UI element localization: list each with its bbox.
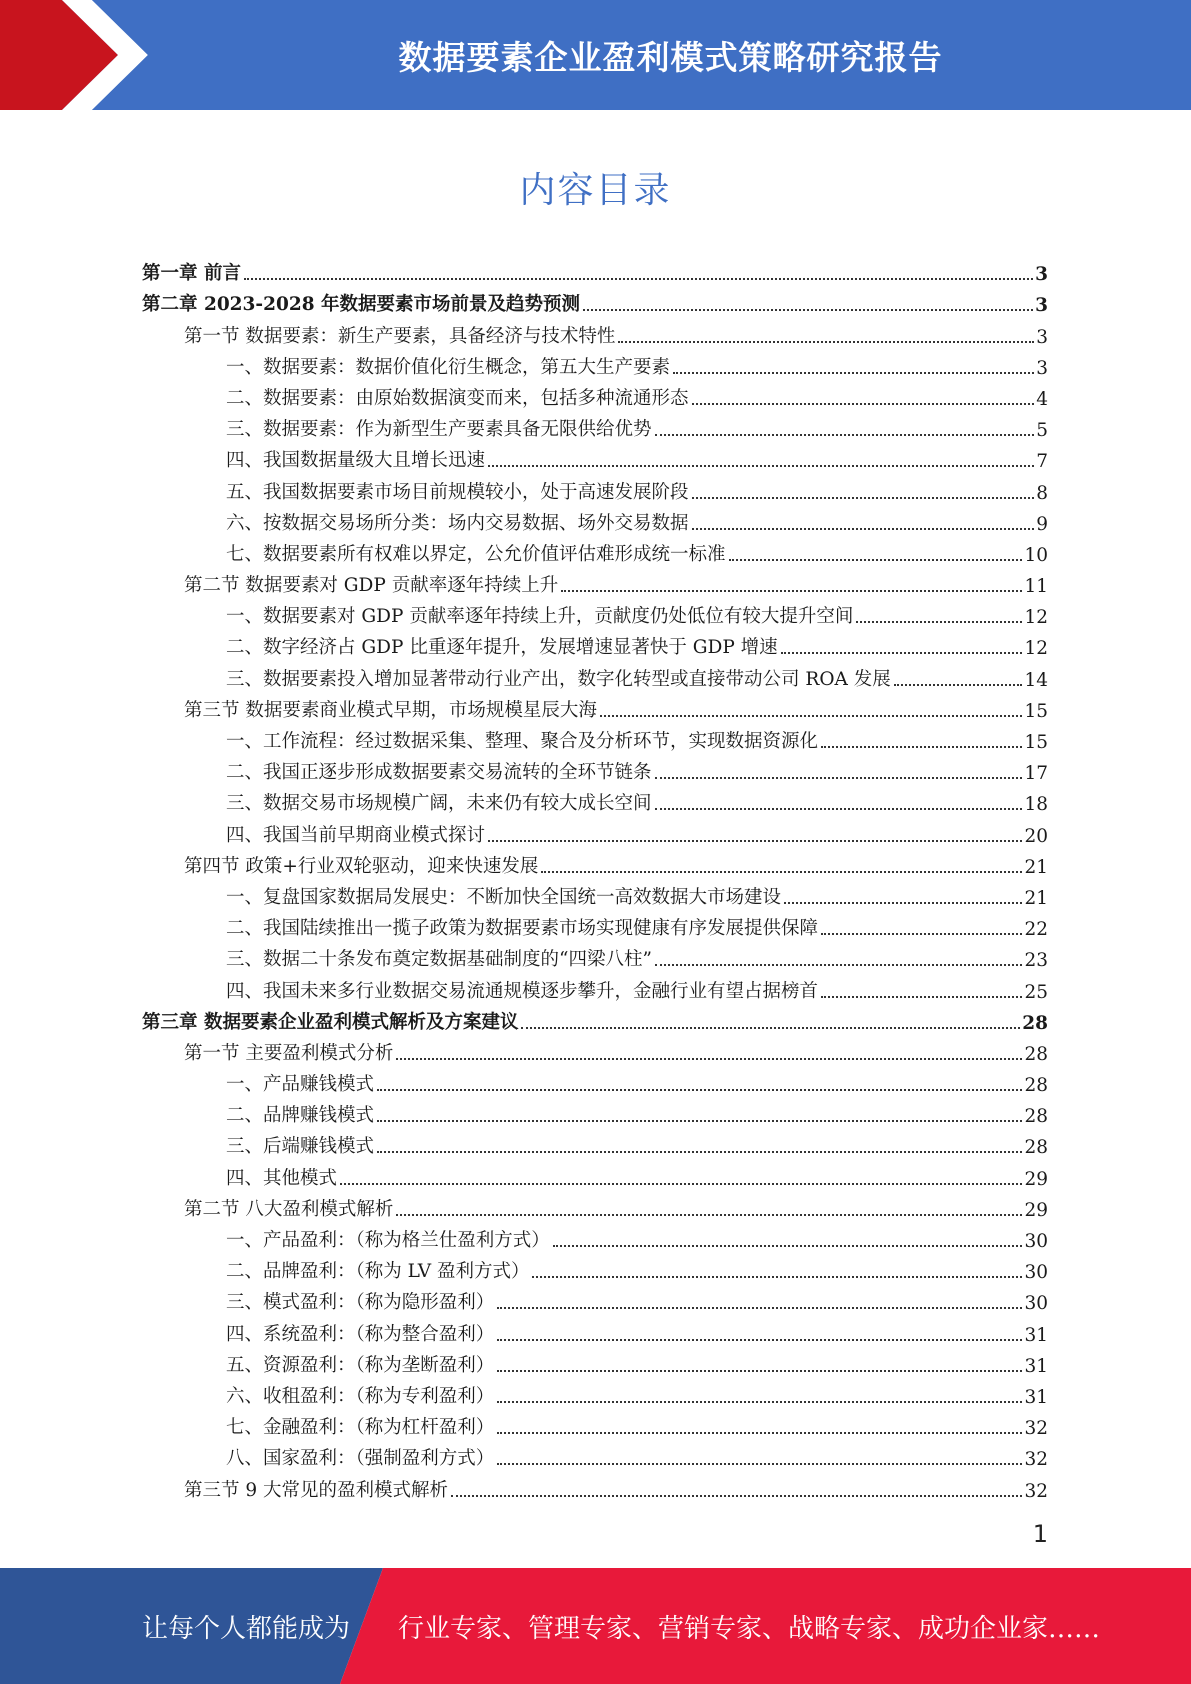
- toc-entry-label: 一、数据要素：数据价值化衍生概念，第五大生产要素: [226, 356, 671, 378]
- toc-entry-page: 28: [1024, 1043, 1048, 1065]
- toc-entry-page: 21: [1024, 887, 1048, 909]
- toc-entry-label: 第二章 2023-2028 年数据要素市场前景及趋势预测: [142, 294, 581, 316]
- toc-entry-page: 32: [1024, 1449, 1048, 1471]
- toc-entry-page: 15: [1024, 700, 1048, 722]
- toc-leader-dots: [377, 1150, 1022, 1153]
- toc-entry-page: 15: [1024, 732, 1048, 753]
- toc-entry-page: 12: [1024, 638, 1048, 660]
- toc-entry-page: 3: [1035, 295, 1048, 317]
- toc-entry-label: 第三节 9 大常见的盈利模式解析: [184, 1479, 449, 1501]
- toc-entry-label: 八、国家盈利：（强制盈利方式）: [226, 1448, 495, 1470]
- toc-entry-label: 三、模式盈利：（称为隐形盈利）: [226, 1292, 495, 1314]
- toc-entry-page: 29: [1024, 1199, 1048, 1221]
- toc-entry[interactable]: [142, 722, 1048, 753]
- toc-entry-label: 五、我国数据要素市场目前规模较小，处于高速发展阶段: [226, 481, 689, 503]
- toc-entry-label: 三、后端赚钱模式: [226, 1136, 375, 1158]
- toc-entry[interactable]: [142, 472, 1048, 503]
- toc-leader-dots: [488, 839, 1022, 842]
- toc-leader-dots: [541, 870, 1022, 873]
- toc-entry[interactable]: [142, 628, 1048, 659]
- toc-entry-page: 28: [1022, 1012, 1048, 1034]
- toc-entry-page: 11: [1024, 576, 1048, 598]
- toc-leader-dots: [396, 1213, 1022, 1216]
- toc-entry-page: 21: [1024, 856, 1048, 878]
- toc-entry-label: 第二节 八大盈利模式解析: [184, 1198, 394, 1220]
- toc-entry-label: 五、资源盈利：（称为垄断盈利）: [226, 1354, 495, 1376]
- toc-entry-page: 28: [1024, 1075, 1048, 1097]
- toc-leader-dots: [561, 589, 1022, 592]
- toc-leader-dots: [781, 651, 1023, 654]
- toc-entry[interactable]: [142, 909, 1048, 940]
- toc-entry[interactable]: [142, 847, 1048, 878]
- toc-entry-page: 5: [1036, 420, 1048, 442]
- toc-leader-dots: [784, 901, 1022, 904]
- toc-entry-page: 3: [1036, 326, 1048, 348]
- toc-entry-label: 第二节 数据要素对 GDP 贡献率逐年持续上升: [184, 575, 559, 597]
- toc-entry-label: 二、我国陆续推出一揽子政策为数据要素市场实现健康有序发展提供保障: [226, 918, 819, 940]
- toc-entry[interactable]: [142, 1377, 1048, 1408]
- toc-entry[interactable]: [142, 1034, 1048, 1065]
- toc-leader-dots: [655, 807, 1023, 810]
- toc-entry-page: 10: [1024, 544, 1048, 566]
- toc-leader-dots: [497, 1400, 1022, 1403]
- toc-entry-page: 31: [1024, 1386, 1048, 1408]
- toc-leader-dots: [692, 496, 1035, 499]
- toc-entry[interactable]: [142, 597, 1048, 628]
- toc-entry[interactable]: [142, 691, 1048, 722]
- toc-entry[interactable]: [142, 1439, 1048, 1470]
- toc-entry-label: 四、我国数据量级大且增长迅速: [226, 450, 486, 472]
- toc-entry-page: 32: [1024, 1480, 1048, 1502]
- toc-entry-page: 20: [1024, 825, 1048, 847]
- table-of-contents: [142, 254, 1048, 1502]
- toc-entry[interactable]: [142, 1252, 1048, 1283]
- toc-entry-page: 32: [1024, 1418, 1048, 1440]
- toc-entry[interactable]: [142, 1408, 1048, 1439]
- toc-leader-dots: [521, 1026, 1020, 1029]
- toc-leader-dots: [655, 433, 1035, 436]
- toc-entry[interactable]: [142, 535, 1048, 566]
- toc-entry[interactable]: [142, 1314, 1048, 1345]
- toc-entry-label: 一、产品盈利：（称为格兰仕盈利方式）: [226, 1230, 550, 1251]
- toc-entry[interactable]: [142, 566, 1048, 597]
- toc-entry-label: 第一节 主要盈利模式分析: [184, 1042, 394, 1064]
- toc-entry-label: 四、其他模式: [226, 1167, 338, 1189]
- toc-entry[interactable]: [142, 659, 1048, 690]
- toc-leader-dots: [583, 308, 1033, 311]
- toc-entry[interactable]: [142, 878, 1048, 909]
- report-title: 数据要素企业盈利模式策略研究报告: [398, 37, 943, 77]
- toc-entry-label: 二、品牌盈利：（称为 LV 盈利方式）: [226, 1261, 530, 1283]
- toc-entry-page: 12: [1024, 607, 1048, 629]
- toc-entry-label: 二、品牌赚钱模式: [226, 1105, 375, 1127]
- toc-leader-dots: [488, 464, 1034, 467]
- toc-leader-dots: [692, 402, 1035, 405]
- toc-entry[interactable]: [142, 504, 1048, 535]
- toc-leader-dots: [377, 1119, 1022, 1122]
- toc-leader-dots: [396, 1057, 1022, 1060]
- toc-entry-label: 一、工作流程：经过数据采集、整理、聚合及分析环节，实现数据资源化: [226, 731, 819, 752]
- toc-entry-page: 31: [1024, 1324, 1048, 1346]
- toc-entry-label: 七、金融盈利：（称为杠杆盈利）: [226, 1417, 495, 1439]
- toc-leader-dots: [729, 558, 1023, 561]
- toc-entry-label: 四、我国当前早期商业模式探讨: [226, 824, 486, 846]
- header-banner: [0, 0, 1191, 110]
- toc-entry-page: 31: [1024, 1355, 1048, 1377]
- toc-leader-dots: [856, 620, 1022, 623]
- page-number: 1: [1032, 1520, 1048, 1548]
- toc-entry[interactable]: [142, 1003, 1048, 1034]
- toc-entry-page: 30: [1024, 1293, 1048, 1315]
- toc-entry-page: 30: [1024, 1262, 1048, 1284]
- toc-entry-label: 二、我国正逐步形成数据要素交易流转的全环节链条: [226, 762, 652, 784]
- toc-entry[interactable]: [142, 1158, 1048, 1189]
- toc-entry-page: 18: [1024, 794, 1048, 816]
- toc-leader-dots: [340, 1182, 1022, 1185]
- toc-entry-label: 一、数据要素对 GDP 贡献率逐年持续上升，贡献度仍处低位有较大提升空间: [226, 606, 854, 628]
- toc-leader-dots: [618, 340, 1034, 343]
- footer-slogan-left: 让每个人都能成为: [142, 1613, 351, 1644]
- toc-entry[interactable]: [142, 1127, 1048, 1158]
- toc-entry-label: 第四节 政策+行业双轮驱动，迎来快速发展: [184, 855, 539, 877]
- toc-entry[interactable]: [142, 940, 1048, 971]
- toc-entry-page: 30: [1024, 1231, 1048, 1252]
- toc-entry-page: 14: [1024, 669, 1048, 691]
- toc-leader-dots: [821, 745, 1022, 748]
- toc-entry[interactable]: [142, 1470, 1048, 1501]
- toc-leader-dots: [821, 932, 1022, 935]
- toc-leader-dots: [655, 776, 1023, 779]
- toc-entry-label: 四、我国未来多行业数据交易流通规模逐步攀升，金融行业有望占据榜首: [226, 980, 819, 1002]
- toc-entry[interactable]: [142, 1190, 1048, 1221]
- toc-entry-label: 二、数字经济占 GDP 比重逐年提升，发展增速显著快于 GDP 增速: [226, 637, 778, 659]
- toc-entry-label: 第一章 前言: [142, 263, 241, 285]
- toc-entry[interactable]: [142, 1065, 1048, 1096]
- toc-entry-page: 28: [1024, 1137, 1048, 1159]
- toc-entry-label: 一、复盘国家数据局发展史：不断加快全国统一高效数据大市场建设: [226, 886, 782, 908]
- toc-leader-dots: [497, 1306, 1022, 1309]
- toc-leader-dots: [673, 371, 1034, 374]
- toc-leader-dots: [497, 1369, 1022, 1372]
- toc-entry-label: 六、收租盈利：（称为专利盈利）: [226, 1385, 495, 1407]
- toc-entry-label: 三、数据要素投入增加显著带动行业产出，数字化转型或直接带动公司 ROA 发展: [226, 668, 891, 690]
- toc-entry-label: 第三章 数据要素企业盈利模式解析及方案建议: [142, 1011, 519, 1033]
- toc-entry-page: 8: [1036, 482, 1048, 504]
- toc-entry-label: 三、数据交易市场规模广阔，未来仍有较大成长空间: [226, 793, 652, 815]
- toc-entry[interactable]: [142, 316, 1048, 347]
- toc-entry[interactable]: [142, 285, 1048, 316]
- toc-leader-dots: [451, 1494, 1022, 1497]
- toc-entry-label: 六、按数据交易场所分类：场内交易数据、场外交易数据: [226, 512, 689, 534]
- toc-leader-dots: [655, 963, 1023, 966]
- footer-slogan-right: 行业专家、管理专家、营销专家、战略专家、成功企业家……: [398, 1613, 1101, 1644]
- toc-entry-label: 第一节 数据要素：新生产要素，具备经济与技术特性: [184, 325, 616, 347]
- toc-entry-page: 25: [1024, 981, 1048, 1003]
- toc-leader-dots: [821, 995, 1022, 998]
- toc-leader-dots: [244, 277, 1033, 280]
- toc-entry[interactable]: [142, 441, 1048, 472]
- toc-entry-page: 9: [1036, 513, 1048, 535]
- toc-heading: 内容目录: [519, 170, 672, 211]
- toc-entry-page: 29: [1024, 1168, 1048, 1190]
- toc-entry[interactable]: [142, 971, 1048, 1002]
- toc-entry[interactable]: [142, 1221, 1048, 1252]
- toc-entry[interactable]: [142, 379, 1048, 410]
- toc-leader-dots: [894, 683, 1023, 686]
- toc-leader-dots: [497, 1338, 1022, 1341]
- toc-entry[interactable]: [142, 753, 1048, 784]
- toc-leader-dots: [532, 1275, 1022, 1278]
- toc-entry[interactable]: [142, 1283, 1048, 1314]
- toc-entry[interactable]: [142, 815, 1048, 846]
- chevron-arrow-icon: [0, 0, 150, 110]
- toc-entry-label: 一、产品赚钱模式: [226, 1074, 375, 1096]
- toc-entry[interactable]: [142, 348, 1048, 379]
- toc-entry[interactable]: [142, 410, 1048, 441]
- toc-entry-page: 23: [1024, 950, 1048, 972]
- toc-entry-page: 4: [1036, 388, 1048, 410]
- toc-entry[interactable]: [142, 1346, 1048, 1377]
- toc-leader-dots: [377, 1088, 1022, 1091]
- footer-banner: [0, 1568, 1191, 1684]
- toc-entry-label: 三、数据要素：作为新型生产要素具备无限供给优势: [226, 419, 652, 441]
- toc-entry-label: 四、系统盈利：（称为整合盈利）: [226, 1323, 495, 1345]
- toc-leader-dots: [497, 1431, 1022, 1434]
- toc-leader-dots: [497, 1462, 1022, 1465]
- toc-entry-label: 七、数据要素所有权难以界定，公允价值评估难形成统一标准: [226, 543, 726, 565]
- toc-leader-dots: [553, 1244, 1023, 1247]
- toc-entry-page: 28: [1024, 1106, 1048, 1128]
- toc-entry-page: 7: [1036, 451, 1048, 473]
- toc-entry-page: 3: [1036, 357, 1048, 379]
- toc-entry[interactable]: [142, 784, 1048, 815]
- toc-entry-label: 第三节 数据要素商业模式早期，市场规模星辰大海: [184, 699, 597, 721]
- toc-entry[interactable]: [142, 254, 1048, 285]
- toc-entry-page: 22: [1024, 919, 1048, 941]
- toc-entry-page: 3: [1035, 264, 1048, 286]
- toc-leader-dots: [692, 527, 1035, 530]
- toc-entry-label: 二、数据要素：由原始数据演变而来，包括多种流通形态: [226, 387, 689, 409]
- toc-entry-page: 17: [1024, 763, 1048, 785]
- toc-leader-dots: [600, 714, 1023, 717]
- toc-entry-label: 三、数据二十条发布奠定数据基础制度的“四梁八柱”: [226, 949, 652, 971]
- toc-entry[interactable]: [142, 1096, 1048, 1127]
